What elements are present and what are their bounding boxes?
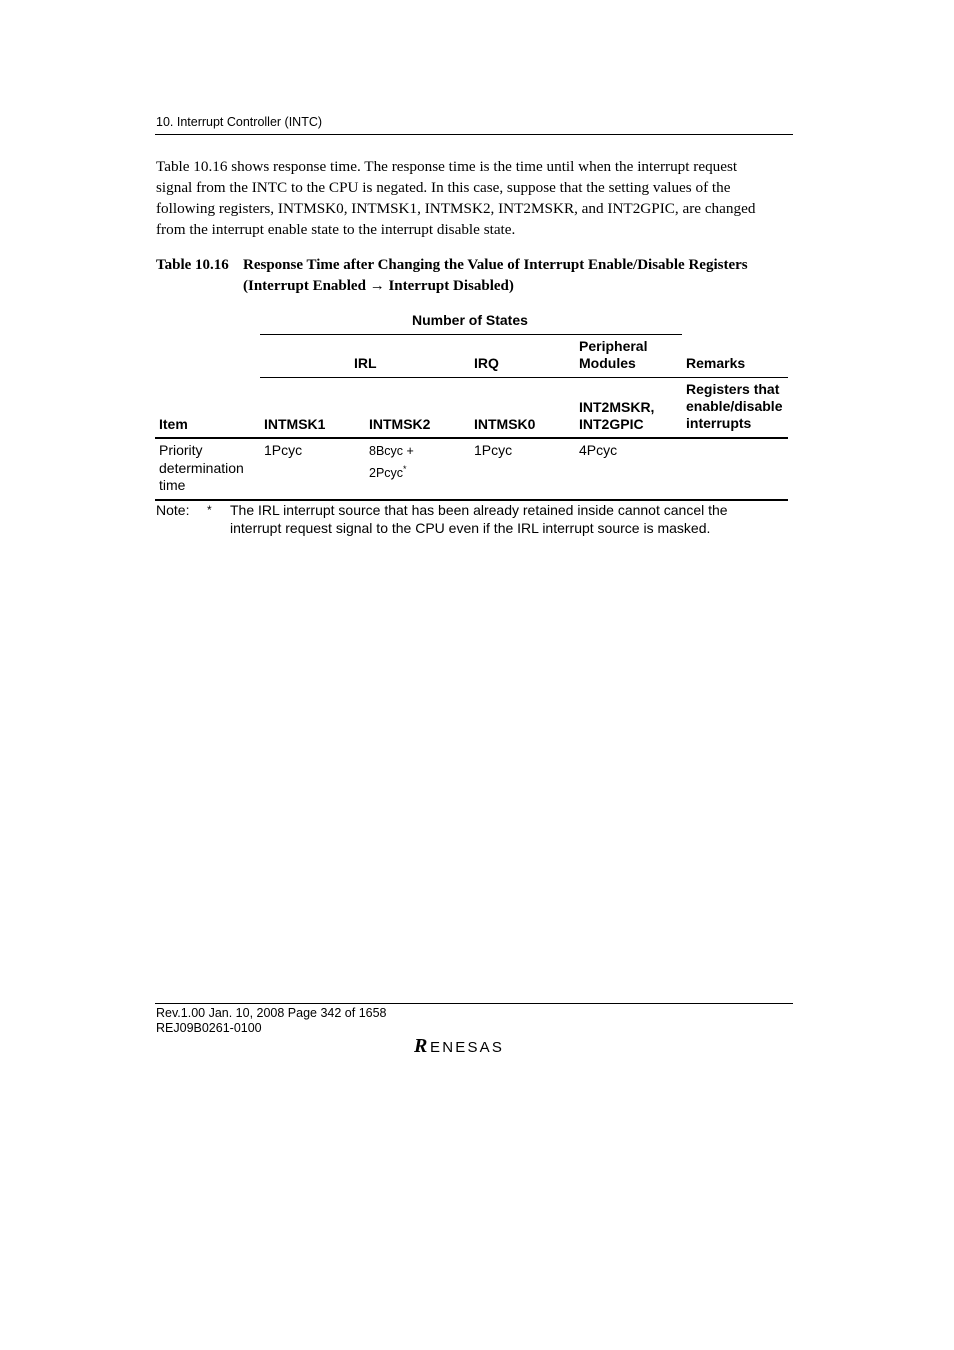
cell-line: determination xyxy=(159,459,244,476)
cell-intmsk1: 1Pcyc xyxy=(264,442,303,458)
note-text xyxy=(230,501,728,537)
note-mark: * xyxy=(207,503,212,517)
footer-rule xyxy=(155,1003,793,1004)
cell-intmsk0: 1Pcyc xyxy=(474,442,513,458)
note-line: The IRL interrupt source that has been already retained inside cannot cancel the xyxy=(230,502,728,518)
subheader-irq: IRQ xyxy=(474,355,499,371)
renesas-logo-icon xyxy=(413,1034,535,1058)
table-caption-number: Table 10.16 xyxy=(156,257,229,273)
intro-paragraph xyxy=(156,156,796,240)
column-header-line: INT2MSKR, xyxy=(579,399,655,415)
column-header-intmsk1: INTMSK1 xyxy=(264,416,326,432)
column-header-line: INT2GPIC xyxy=(579,416,644,432)
logo-text: ENESAS xyxy=(430,1039,505,1056)
column-header-intmsk0: INTMSK0 xyxy=(474,416,536,432)
column-header-remarks-detail xyxy=(686,381,782,432)
cell-line xyxy=(369,460,414,482)
column-header-item: Item xyxy=(159,416,188,432)
intro-line: Table 10.16 shows response time. The response time is the time until when the interrupt request xyxy=(156,158,738,175)
cell-intmsk2 xyxy=(369,442,414,482)
intro-line: signal from the INTC to the CPU is negated. In this case, suppose that the setting values of the xyxy=(156,179,731,196)
intro-line: from the interrupt enable state to the interrupt disable state. xyxy=(156,221,516,238)
cell-text: 2Pcyc xyxy=(369,466,404,481)
table-caption-subtitle xyxy=(243,277,514,295)
column-header-line: enable/disable xyxy=(686,398,783,414)
cell-line: 8Bcyc + xyxy=(369,444,414,458)
subheader-rule xyxy=(260,377,788,378)
header-rule xyxy=(155,134,793,135)
note-label: Note: xyxy=(156,502,190,518)
column-header-line: Registers that xyxy=(686,381,780,397)
table-caption-title: Response Time after Changing the Value of Interrupt Enable/Disable Registers xyxy=(243,257,748,273)
intro-line: following registers, INTMSK0, INTMSK1, INTMSK2, INT2MSKR, and INT2GPIC, are changed xyxy=(156,200,756,217)
caption-part: (Interrupt Enabled xyxy=(243,278,366,294)
group-header-number-of-states: Number of States xyxy=(412,312,528,328)
svg-text:R: R xyxy=(414,1035,429,1057)
caption-part: Interrupt Disabled) xyxy=(388,278,514,294)
footnote-mark: * xyxy=(403,464,407,474)
column-header-int2mskr xyxy=(579,399,654,433)
cell-peripheral: 4Pcyc xyxy=(579,442,618,458)
subheader-line: Modules xyxy=(579,355,636,371)
running-header: 10. Interrupt Controller (INTC) xyxy=(156,115,323,129)
cell-line: time xyxy=(159,477,186,493)
footer-revision: Rev.1.00 Jan. 10, 2008 Page 342 of 1658 xyxy=(156,1006,387,1020)
note-line: interrupt request signal to the CPU even if the IRL interrupt source is masked. xyxy=(230,520,711,536)
cell-item xyxy=(159,442,244,495)
footer-doc-number: REJ09B0261-0100 xyxy=(156,1021,262,1035)
column-header-intmsk2: INTMSK2 xyxy=(369,416,431,432)
column-header-line: interrupts xyxy=(686,415,752,431)
subheader-line: Peripheral xyxy=(579,338,648,354)
renesas-logo xyxy=(413,1034,535,1063)
arrow-icon: → xyxy=(369,277,385,294)
cell-line: Priority xyxy=(159,442,203,458)
header-bottom-rule xyxy=(155,437,788,439)
subheader-irl: IRL xyxy=(354,355,377,371)
group-header-rule xyxy=(260,334,682,335)
subheader-remarks: Remarks xyxy=(686,355,746,371)
subheader-peripheral xyxy=(579,338,647,372)
